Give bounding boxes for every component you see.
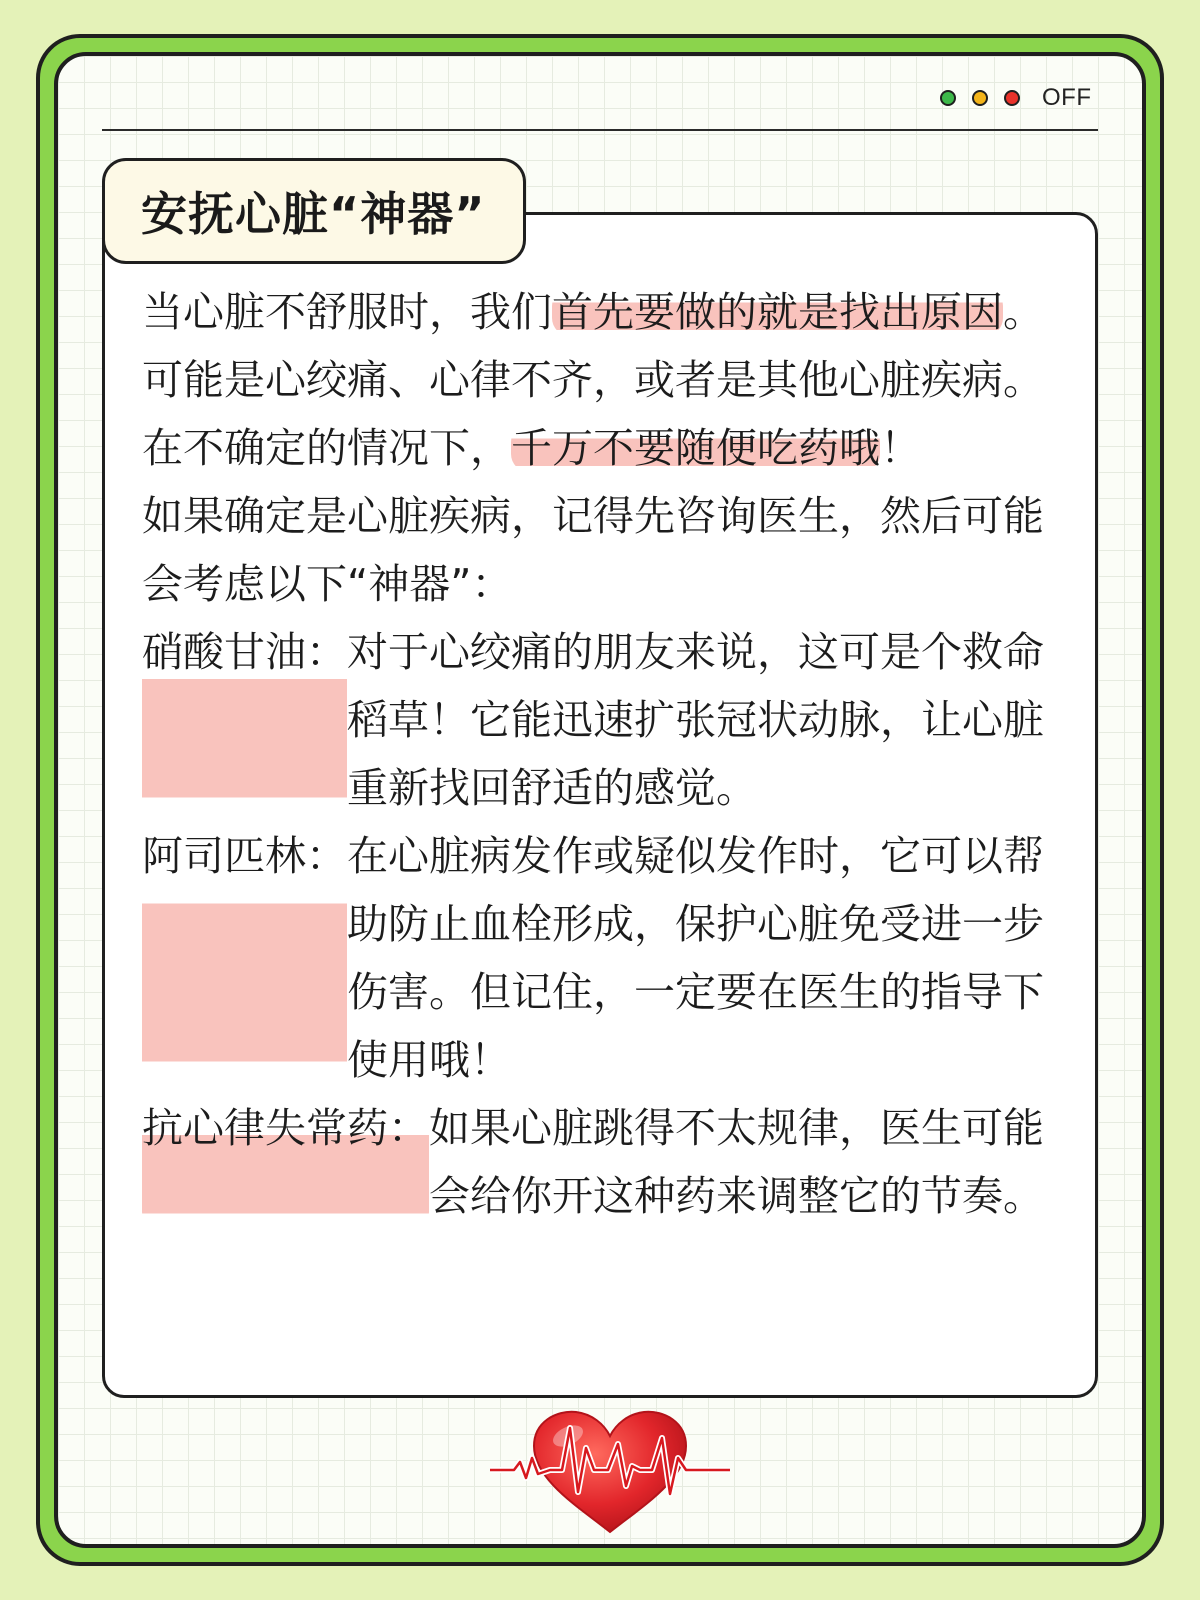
red-dot-icon[interactable] [1004, 90, 1020, 106]
yellow-dot-icon[interactable] [972, 90, 988, 106]
drug-description: 在心脏病发作或疑似发作时，它可以帮助防止血栓形成，保护心脏免受进一步伤害。但记住，一定要在医生的指导下使用哦！ [347, 832, 1044, 1084]
drug-item-aspirin [142, 822, 1074, 1094]
header-divider [102, 129, 1098, 131]
title-tab [102, 158, 526, 264]
intro-text-c: ！ [880, 424, 921, 472]
heart-ecg-icon [490, 1408, 730, 1538]
intro-text-a: 当心脏不舒服时，我们 [142, 288, 552, 336]
page-title: 安抚心脏“神器” [141, 187, 486, 241]
consult-paragraph: 如果确定是心脏疾病，记得先咨询医生，然后可能会考虑以下“神器”： [142, 492, 1044, 608]
green-dot-icon[interactable] [940, 90, 956, 106]
drug-item-nitroglycerin [142, 618, 1074, 822]
window-controls [940, 84, 1100, 112]
drug-description: 对于心绞痛的朋友来说，这可是个救命稻草！它能迅速扩张冠状动脉，让心脏重新找回舒适的感觉。 [347, 628, 1044, 812]
drug-name: 抗心律失常药： [142, 1094, 429, 1230]
intro-paragraph [142, 278, 1074, 482]
highlight-no-random-meds: 千万不要随便吃药哦 [511, 424, 880, 472]
intro-text-b: 。可能是心绞痛、心律不齐，或者是其他心脏疾病。在不确定的情况下， [142, 288, 1044, 472]
off-label: OFF [1042, 84, 1092, 111]
drug-name: 硝酸甘油： [142, 618, 347, 822]
drug-item-antiarrhythmic [142, 1094, 1074, 1230]
drug-name: 阿司匹林： [142, 822, 347, 1094]
drug-description: 如果心脏跳得不太规律，医生可能会给你开这种药来调整它的节奏。 [429, 1104, 1044, 1220]
highlight-find-cause: 首先要做的就是找出原因 [552, 288, 1003, 336]
article-body [142, 278, 1074, 1230]
